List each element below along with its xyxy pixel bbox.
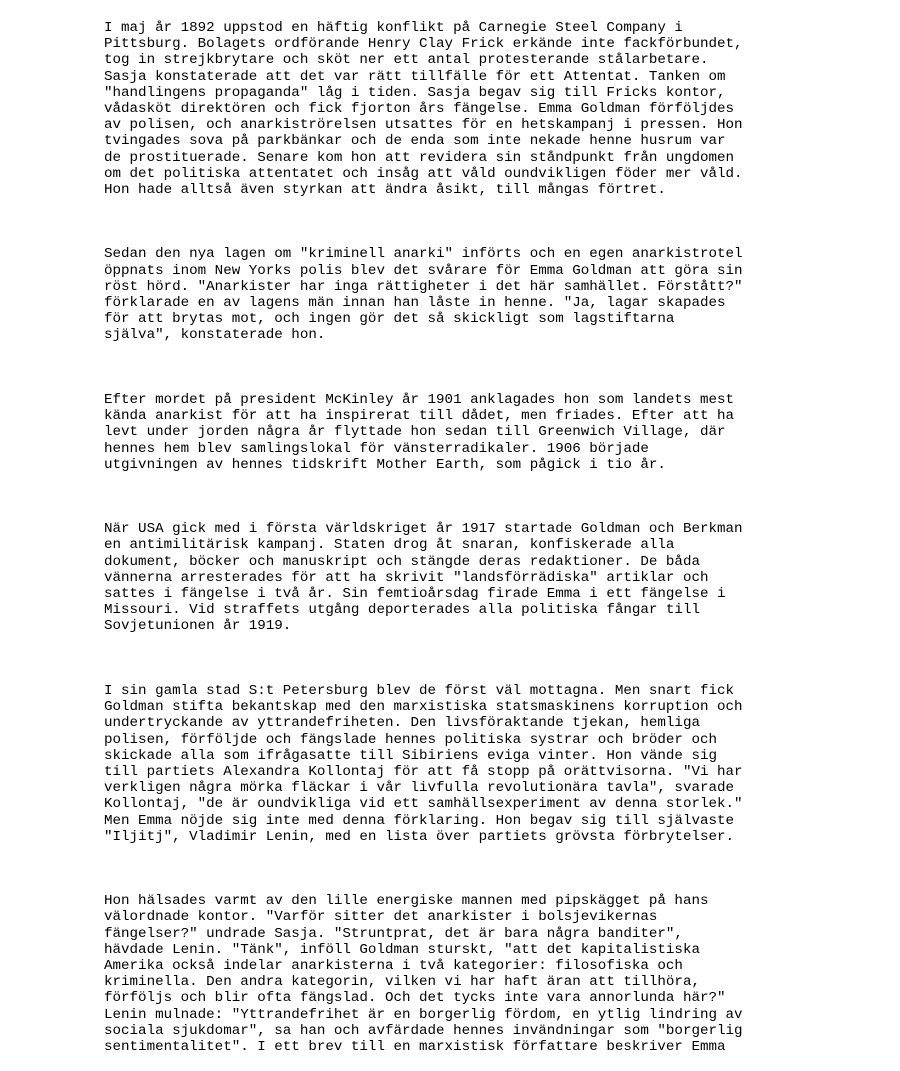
text-line: hävdade Lenin. "Tänk", inföll Goldman sturskt, "att det kapitalistiska (104, 941, 700, 958)
text-line: Sasja konstaterade att det var rätt tillfälle för ett Attentat. Tanken om (104, 68, 726, 85)
paragraph-2 (104, 246, 884, 343)
paragraph-spacer (104, 861, 884, 893)
paragraph-spacer (104, 214, 884, 246)
paragraph-6 (104, 893, 884, 1055)
text-line: Kollontaj, "de är oundvikliga vid ett samhällsexperiment av denna storlek." (104, 796, 743, 813)
text-line: om det politiska attentatet och insåg att våld oundvikligen föder mer våld. (104, 165, 743, 182)
text-line: tvingades sova på parkbänkar och de enda som inte nekade henne husrum var (104, 133, 726, 150)
paragraph-4 (104, 521, 884, 634)
text-line: tog in strejkbrytare och sköt ner ett antal protesterande stålarbetare. (104, 52, 709, 69)
text-line: vännerna arresterades för att ha skrivit "landsförrädiska" artiklar och (104, 569, 709, 586)
text-line: verkligen några mörka fläckar i vår livfulla revolutionära tavla", svarade (104, 780, 735, 797)
text-line: polisen, förföljde och fängslade hennes politiska systrar och bröder och (104, 731, 717, 748)
text-line: dokument, böcker och manuskript och stängde deras redaktioner. De båda (104, 553, 700, 570)
paragraph-spacer (104, 651, 884, 683)
text-line: Sovjetunionen år 1919. (104, 618, 292, 635)
text-line: själva", konstaterade hon. (104, 327, 326, 344)
text-line: välordnade kontor. "Varför sitter det anarkister i bolsjevikernas (104, 909, 658, 926)
text-line: Hon hade alltså även styrkan att ändra åsikt, till mångas förtret. (104, 181, 666, 198)
text-line: Goldman stifta bekantskap med den marxistiska statsmaskinens korruption och (104, 699, 743, 716)
text-line: fängelser?" undrade Sasja. "Struntprat, det är bara några banditer", (104, 925, 683, 942)
text-line: sociala sjukdomar", sa han och avfärdade hennes invändningar som "borgerlig (104, 1022, 743, 1039)
text-line: utgivningen av hennes tidskrift Mother Earth, som pågick i tio år. (104, 456, 666, 473)
text-line: vådasköt direktören och fick fjorton års fängelse. Emma Goldman förföljdes (104, 100, 735, 117)
text-line: När USA gick med i första världskriget år 1917 startade Goldman och Berkman (104, 521, 743, 538)
text-line: I maj år 1892 uppstod en häftig konflikt på Carnegie Steel Company i (104, 20, 683, 36)
text-line: undertryckande av yttrandefriheten. Den livsföraktande tjekan, hemliga (104, 715, 700, 732)
text-line: kriminella. Den andra kategorin, vilken vi har haft äran att tillhöra, (104, 974, 700, 991)
text-line: sentimentalitet". I ett brev till en marxistisk författare beskriver Emma (104, 1038, 726, 1055)
text-line: Amerika också indelar anarkisterna i två kategorier: filosofiska och (104, 958, 683, 975)
text-line: av polisen, och anarkiströrelsen utsattes för en hetskampanj i pressen. Hon (104, 117, 743, 134)
text-line: för att brytas mot, och ingen gör det så skickligt som lagstiftarna (104, 311, 675, 328)
text-line: "Iljitj", Vladimir Lenin, med en lista över partiets grövsta förbrytelser. (104, 828, 735, 845)
text-line: röst hörd. "Anarkister har inga rättigheter i det här samhället. Förstått?" (104, 278, 743, 295)
text-line: Missouri. Vid straffets utgång deporterades alla politiska fångar till (104, 602, 700, 619)
text-line: Hon hälsades varmt av den lille energiske mannen med pipskägget på hans (104, 893, 709, 910)
text-line: de prostituerade. Senare kom hon att revidera sin ståndpunkt från ungdomen (104, 149, 735, 166)
paragraph-spacer (104, 489, 884, 521)
text-line: till partiets Alexandra Kollontaj för att få stopp på orättvisorna. "Vi har (104, 763, 743, 780)
text-line: sattes i fängelse i två år. Sin femtioårsdag firade Emma i ett fängelse i (104, 586, 726, 603)
text-line: Men Emma nöjde sig inte med denna förklaring. Hon begav sig till självaste (104, 812, 735, 829)
text-line: en antimilitärisk kampanj. Staten drog åt snaran, konfiskerade alla (104, 537, 675, 554)
text-line: öppnats inom New Yorks polis blev det svårare för Emma Goldman att göra sin (104, 262, 743, 279)
text-line: förklarade en av lagens män innan han låste in henne. "Ja, lagar skapades (104, 295, 726, 312)
text-line: Lenin mulnade: "Yttrandefrihet är en borgerlig fördom, en ytlig lindring av (104, 1006, 743, 1023)
text-line: Efter mordet på president McKinley år 1901 anklagades hon som landets mest (104, 391, 735, 408)
document-body (104, 20, 884, 1071)
text-line: Sedan den nya lagen om "kriminell anarki" införts och en egen anarkistrotel (104, 246, 743, 263)
text-line: kända anarkist för att ha inspirerat till dådet, men friades. Efter att ha (104, 408, 735, 425)
text-line: "handlingens propaganda" låg i tiden. Sasja begav sig till Fricks kontor, (104, 84, 726, 101)
paragraph-5 (104, 683, 884, 845)
text-line: levt under jorden några år flyttade hon sedan till Greenwich Village, där (104, 424, 726, 441)
paragraph-spacer (104, 360, 884, 392)
text-line: hennes hem blev samlingslokal för vänsterradikaler. 1906 började (104, 440, 649, 457)
text-line: I sin gamla stad S:t Petersburg blev de först väl mottagna. Men snart fick (104, 683, 735, 699)
paragraph-3 (104, 392, 884, 473)
text-line: skickade alla som ifrågasatte till Sibiriens eviga vinter. Hon vände sig (104, 747, 717, 764)
text-line: Pittsburg. Bolagets ordförande Henry Clay Frick erkände inte fackförbundet, (104, 36, 743, 53)
paragraph-1 (104, 20, 884, 198)
text-line: förföljs och blir ofta fängslad. Och det tycks inte vara annorlunda här?" (104, 990, 726, 1007)
